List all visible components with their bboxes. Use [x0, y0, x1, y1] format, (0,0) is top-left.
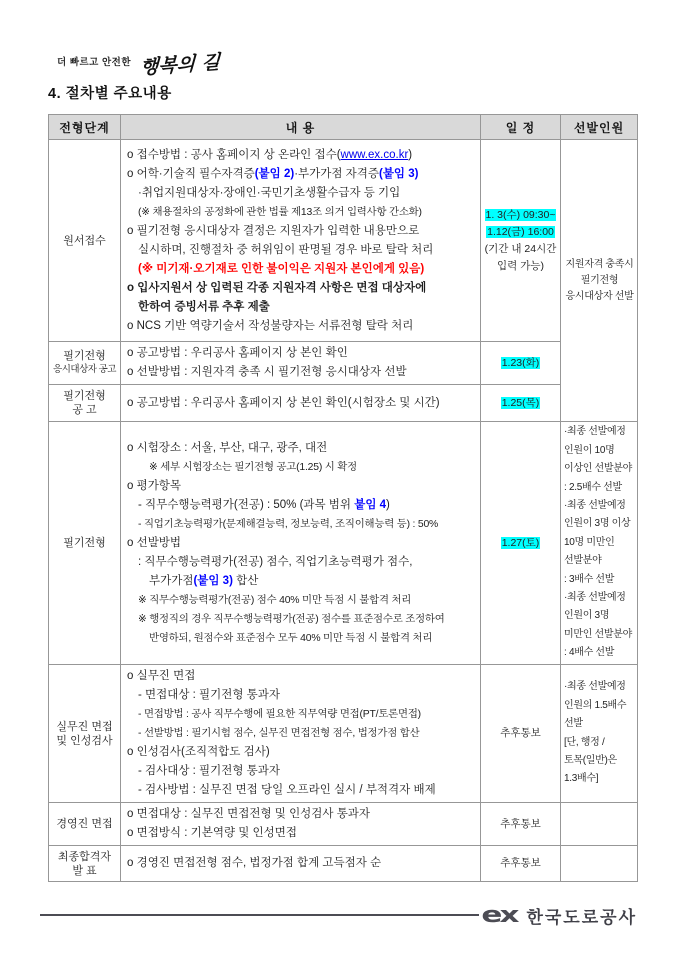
body-text: - 직업기초능력평가(문제해결능력, 정보능력, 조직이해능력 등) : 50% [138, 518, 439, 530]
schedule-cell [481, 140, 561, 342]
selection-line: 선발분야 [564, 555, 602, 567]
stage-label: 실무진 면접 [56, 720, 113, 733]
schedule-date-highlighted: 1.23(화) [501, 356, 540, 369]
stage-label: 필기전형 [63, 537, 106, 549]
body-text: o 선발방법 [127, 536, 182, 549]
company-name: 한국도로공사 [526, 907, 637, 927]
stage-label: 필기전형 [63, 390, 106, 402]
body-text: ※ 행정직의 경우 직무수행능력평가(전공) 점수를 표준점수로 조정하여 [138, 613, 445, 625]
selection-line: ·최종 선발예정 [564, 592, 626, 604]
content-line [127, 762, 478, 781]
content-cell [121, 665, 481, 803]
selection-cell [561, 665, 638, 803]
selection-cell [561, 422, 638, 665]
body-text: o 필기전형 응시대상자 결정은 지원자가 입력한 내용만으로 [127, 224, 420, 237]
slogan-script-logo: 행복의 길 [140, 51, 221, 79]
schedule-line [481, 535, 560, 552]
body-text: 부가가점 [149, 574, 194, 587]
content-line [127, 854, 478, 873]
stage-cell [49, 846, 121, 882]
selection-line: 필기전형 [580, 274, 619, 286]
selection-line: 인원이 10명 [564, 444, 615, 456]
selection-line: 토목(일반)은 [564, 754, 617, 766]
selection-line: 1.3배수] [564, 773, 599, 785]
ex-logo: ex [481, 902, 517, 928]
table-row [49, 422, 638, 665]
content-line [127, 439, 478, 458]
emphasis-text: (붙임 3) [378, 167, 419, 180]
stage-label: 필기전형 [63, 350, 106, 362]
body-text: o 공고방법 : 우리공사 홈페이지 상 본인 확인(시험장소 및 시간) [127, 396, 440, 409]
schedule-note: 입력 가능) [497, 259, 544, 272]
emphasis-text: 붙임 4 [354, 498, 387, 511]
body-text: ) [386, 498, 390, 511]
body-text: o 접수방법 : 공사 홈페이지 상 온라인 접수( [127, 148, 341, 161]
stage-cell [49, 140, 121, 342]
content-line [127, 184, 478, 203]
body-text: : 직무수행능력평가(전공) 점수, 직업기초능력평가 점수, [138, 555, 413, 568]
content-line [127, 667, 478, 686]
schedule-line [481, 241, 560, 258]
body-text: - 검사방법 : 실무진 면접 당일 오프라인 실시 / 부적격자 배제 [138, 784, 436, 796]
table-row [49, 140, 638, 342]
content-line [127, 805, 478, 824]
selection-cell [561, 140, 638, 422]
body-text: 실시하며, 진행절차 중 허위임이 판명될 경우 바로 탈락 처리 [138, 243, 434, 256]
table-row [49, 342, 638, 385]
content-line [127, 260, 478, 279]
selection-cell [561, 803, 638, 846]
content-cell [121, 140, 481, 342]
schedule-note: 추후통보 [500, 727, 541, 739]
stage-label: 경영진 면접 [56, 818, 113, 830]
body-text: - 직무수행능력평가(전공) : 50% (과목 범위 [138, 498, 355, 511]
content-line [127, 743, 478, 762]
schedule-line [481, 258, 560, 275]
content-cell [121, 422, 481, 665]
selection-line: 이상인 선발분야 [564, 463, 632, 475]
content-line [127, 477, 478, 496]
body-text: o 평가항목 [127, 479, 182, 492]
content-cell [121, 846, 481, 882]
stage-label: 공 고 [72, 404, 97, 416]
selection-line: 선발 [564, 718, 583, 730]
content-line [127, 279, 478, 298]
content-line [127, 458, 478, 477]
schedule-date-highlighted: 1. 3(수) 09:30~ [485, 208, 556, 221]
body-text: ·취업지원대상자·장애인·국민기초생활수급자 등 기입 [138, 186, 401, 199]
selection-line: [단, 행정 / [564, 736, 605, 748]
content-line [127, 317, 478, 336]
content-cell [121, 803, 481, 846]
emphasis-text: o 입사지원서 상 입력된 각종 지원자격 사항은 면접 대상자에 [127, 281, 427, 294]
content-line [127, 781, 478, 800]
schedule-line [481, 816, 560, 833]
content-cell [121, 342, 481, 385]
body-text: - 검사대상 : 필기전형 통과자 [138, 765, 281, 777]
table-row [49, 385, 638, 422]
selection-line: ·최종 선발예정 [564, 426, 626, 438]
schedule-cell [481, 803, 561, 846]
selection-line: ·최종 선발예정 [564, 681, 626, 693]
body-text: o 경영진 면접전형 점수, 법정가점 합계 고득점자 순 [127, 857, 382, 869]
content-line [127, 686, 478, 705]
page-footer [40, 902, 637, 928]
slogan-text: 더 빠르고 안전한 [57, 57, 132, 68]
selection-cell [561, 846, 638, 882]
schedule-note: 추후통보 [500, 857, 541, 869]
body-text: o 인성검사(조직적합도 검사) [127, 746, 270, 758]
schedule-date-highlighted: 1.27(토) [501, 536, 540, 549]
schedule-cell [481, 422, 561, 665]
stage-label: 최종합격자 [57, 850, 112, 863]
stage-label: 및 인성검사 [56, 734, 113, 747]
content-line [127, 363, 478, 382]
homepage-link[interactable]: www.ex.co.kr [340, 148, 409, 161]
selection-line: 인원이 3명 이상 [564, 518, 631, 530]
content-line [127, 394, 478, 413]
content-line [127, 241, 478, 260]
schedule-note: 추후통보 [500, 817, 541, 830]
schedule-cell [481, 665, 561, 803]
emphasis-text: 한하여 증빙서류 추후 제출 [138, 300, 270, 313]
schedule-cell [481, 342, 561, 385]
body-text: o 면접방식 : 기본역량 및 인성면접 [127, 827, 297, 839]
emphasis-text: (붙임 3) [193, 574, 233, 587]
stage-label: 발 표 [72, 864, 97, 877]
body-text: o 공고방법 : 우리공사 홈페이지 상 본인 확인 [127, 347, 348, 359]
content-line [127, 496, 478, 515]
footer-rule [40, 914, 479, 917]
body-text: 합산 [232, 574, 259, 587]
content-line [127, 298, 478, 317]
body-text: ※ 직무수행능력평가(전공) 점수 40% 미만 득점 시 불합격 처리 [138, 594, 412, 606]
stage-label: 응시대상자 공고 [53, 364, 116, 375]
section-title: 4. 절차별 주요내용 [48, 86, 172, 102]
body-text: o 선발방법 : 지원자격 충족 시 필기전형 응시대상자 선발 [127, 366, 407, 378]
emphasis-text: (※ 미기재·오기재로 인한 불이익은 지원자 본인에게 있음) [138, 262, 425, 275]
body-text: ·부가가점 자격증 [294, 167, 379, 180]
body-text: o 시험장소 : 서울, 부산, 대구, 광주, 대전 [127, 441, 328, 454]
selection-line: 미만인 선발분야 [564, 628, 632, 640]
schedule-cell [481, 385, 561, 422]
column-header-1: 내 용 [121, 115, 481, 140]
selection-line: ·최종 선발예정 [564, 499, 626, 511]
selection-line: 인원의 1.5배수 [564, 699, 627, 711]
selection-line: 응시대상자 선발 [565, 290, 634, 302]
content-line [127, 705, 478, 724]
column-header-3: 선발인원 [561, 115, 638, 140]
schedule-note: (기간 내 24시간 [484, 242, 557, 255]
body-text: - 면접대상 : 필기전형 통과자 [138, 689, 281, 701]
table-row [49, 803, 638, 846]
column-header-0: 전형단계 [49, 115, 121, 140]
selection-line: : 4배수 선발 [564, 647, 615, 659]
body-text: ※ 세부 시험장소는 필기전형 공고(1.25) 시 확정 [149, 461, 357, 473]
schedule-line [481, 725, 560, 742]
schedule-line [481, 355, 560, 372]
schedule-line [481, 395, 560, 412]
schedule-line [481, 855, 560, 872]
content-line [127, 203, 478, 222]
content-line [127, 222, 478, 241]
body-text: (※ 채용절차의 공정화에 관한 법률 제13조 의거 입력사항 간소화) [138, 206, 422, 218]
content-line [127, 553, 478, 572]
brand-slogan [57, 50, 637, 79]
body-text: 반영하되, 원점수와 표준점수 모두 40% 미만 득점 시 불합격 처리 [149, 632, 433, 644]
body-text: - 면접방법 : 공사 직무수행에 필요한 직무역량 면접(PT/토론면접) [138, 709, 421, 720]
table-row [49, 665, 638, 803]
body-text: o 어학·기술직 필수자격증 [127, 167, 255, 180]
selection-line: : 3배수 선발 [564, 573, 615, 585]
schedule-date-highlighted: 1.12(금) 16:00 [487, 225, 554, 238]
stage-cell [49, 665, 121, 803]
selection-line: 인원이 3명 [564, 610, 610, 622]
stage-cell [49, 385, 121, 422]
content-line [127, 515, 478, 534]
content-line [127, 534, 478, 553]
content-cell [121, 385, 481, 422]
content-line [127, 724, 478, 743]
body-text: o 실무진 면접 [127, 670, 196, 682]
column-header-2: 일 정 [481, 115, 561, 140]
content-line [127, 610, 478, 629]
content-line [127, 572, 478, 591]
content-line [127, 165, 478, 184]
content-line [127, 344, 478, 363]
stage-cell [49, 342, 121, 385]
procedure-table [48, 114, 638, 882]
body-text: o 면접대상 : 실무진 면접전형 및 인성검사 통과자 [127, 808, 371, 820]
body-text: o NCS 기반 역량기술서 작성불량자는 서류전형 탈락 처리 [127, 319, 414, 332]
emphasis-text: (붙임 2) [254, 167, 295, 180]
stage-label: 원서접수 [63, 234, 106, 247]
schedule-date-highlighted: 1.25(목) [501, 396, 540, 409]
content-line [127, 146, 478, 165]
content-line [127, 824, 478, 843]
schedule-cell [481, 846, 561, 882]
stage-cell [49, 422, 121, 665]
schedule-line [481, 207, 560, 224]
selection-line: 지원자격 충족시 [565, 258, 634, 270]
body-text: - 선발방법 : 필기시험 점수, 실무진 면접전형 점수, 법정가점 합산 [138, 728, 420, 739]
stage-cell [49, 803, 121, 846]
selection-line: : 2.5배수 선발 [564, 481, 622, 493]
table-header-row [49, 115, 638, 140]
selection-line: 10명 미만인 [564, 536, 615, 548]
content-line [127, 629, 478, 648]
table-row [49, 846, 638, 882]
schedule-line [481, 224, 560, 241]
content-line [127, 591, 478, 610]
body-text: ) [408, 148, 413, 161]
